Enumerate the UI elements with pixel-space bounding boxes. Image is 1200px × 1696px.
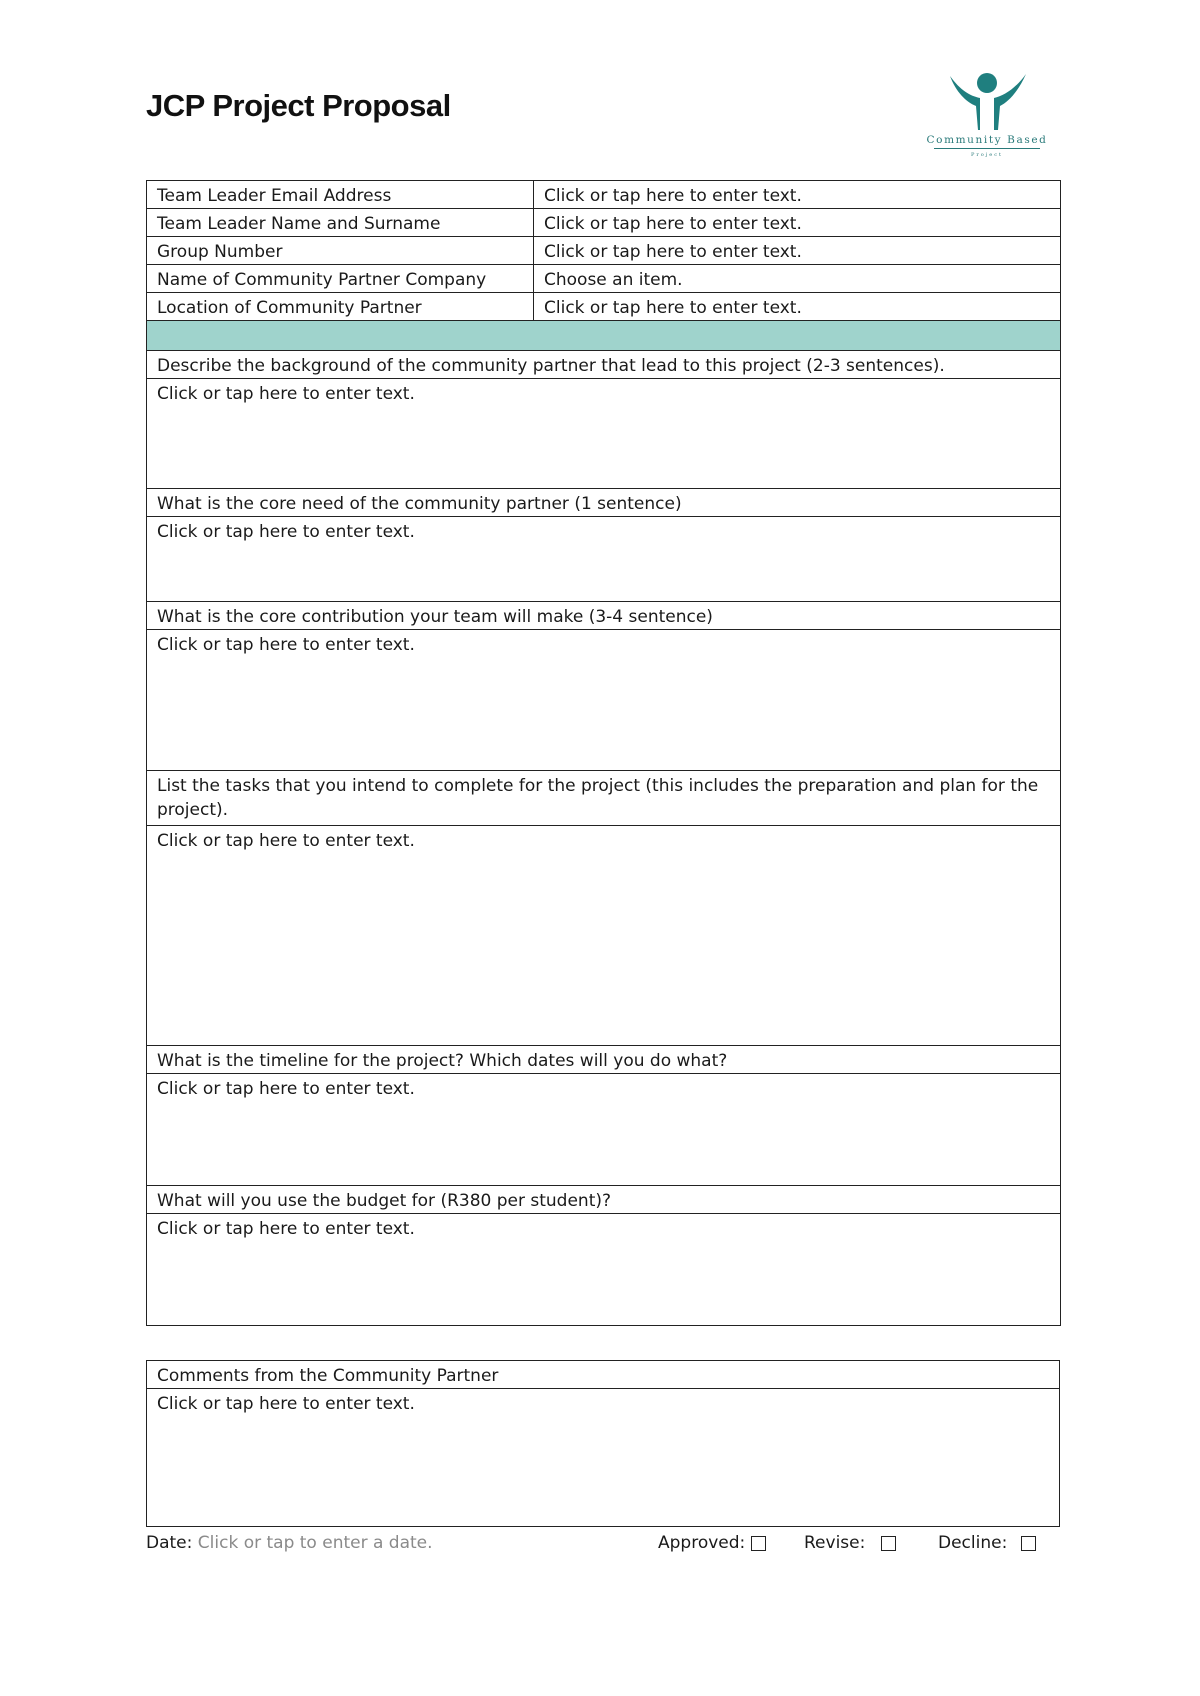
date-field — [146, 1530, 433, 1556]
revise-option — [804, 1530, 896, 1556]
field-row — [147, 293, 1061, 321]
section-question: What is the core need of the community partner (1 sentence) — [147, 489, 1061, 517]
section-answer-input[interactable]: Click or tap here to enter text. — [147, 826, 1061, 1046]
section-question: What is the core contribution your team will make (3-4 sentence) — [147, 602, 1061, 630]
field-row — [147, 181, 1061, 209]
section-answer-row — [147, 1214, 1061, 1326]
section-answer-input[interactable]: Click or tap here to enter text. — [147, 517, 1061, 602]
logo-divider — [934, 148, 1040, 149]
comments-question: Comments from the Community Partner — [147, 1361, 1060, 1389]
section-question-row — [147, 771, 1061, 826]
section-answer-input[interactable]: Click or tap here to enter text. — [147, 1214, 1061, 1326]
community-based-project-logo — [922, 72, 1052, 166]
section-question-row — [147, 1186, 1061, 1214]
field-row — [147, 209, 1061, 237]
approved-checkbox[interactable] — [751, 1536, 766, 1551]
section-question: List the tasks that you intend to complete for the project (this includes the preparation and plan for the project). — [147, 771, 1061, 826]
comments-answer-row — [147, 1389, 1060, 1527]
section-question-row — [147, 351, 1061, 379]
decline-label: Decline: — [938, 1533, 1008, 1553]
field-label: Team Leader Name and Surname — [147, 209, 534, 237]
date-label: Date: — [146, 1533, 193, 1553]
field-input[interactable]: Click or tap here to enter text. — [534, 209, 1061, 237]
approved-option — [658, 1530, 766, 1556]
approved-label: Approved: — [658, 1533, 746, 1553]
field-input[interactable]: Click or tap here to enter text. — [534, 181, 1061, 209]
date-picker-input[interactable]: Click or tap to enter a date. — [197, 1533, 433, 1553]
field-label: Group Number — [147, 237, 534, 265]
approval-footer — [146, 1530, 1060, 1556]
section-answer-row — [147, 826, 1061, 1046]
field-input[interactable]: Click or tap here to enter text. — [534, 237, 1061, 265]
field-label: Location of Community Partner — [147, 293, 534, 321]
page-title: JCP Project Proposal — [146, 88, 451, 123]
logo-subtext: Project — [970, 152, 1004, 158]
section-question-row — [147, 1046, 1061, 1074]
section-answer-input[interactable]: Click or tap here to enter text. — [147, 1074, 1061, 1186]
section-answer-row — [147, 379, 1061, 489]
person-arms-raised-icon — [922, 72, 1052, 134]
partner-company-dropdown[interactable]: Choose an item. — [534, 265, 1061, 293]
section-answer-row — [147, 1074, 1061, 1186]
section-answer-input[interactable]: Click or tap here to enter text. — [147, 379, 1061, 489]
proposal-form-table — [146, 180, 1061, 1326]
field-input[interactable]: Click or tap here to enter text. — [534, 293, 1061, 321]
comments-answer-input[interactable]: Click or tap here to enter text. — [147, 1389, 1060, 1527]
teal-separator-band — [147, 321, 1061, 351]
revise-checkbox[interactable] — [881, 1536, 896, 1551]
section-question: What will you use the budget for (R380 per student)? — [147, 1186, 1061, 1214]
field-label: Team Leader Email Address — [147, 181, 534, 209]
logo-text: Community Based — [926, 134, 1048, 146]
section-question-row — [147, 602, 1061, 630]
comments-question-row — [147, 1361, 1060, 1389]
field-row — [147, 237, 1061, 265]
section-question: What is the timeline for the project? Which dates will you do what? — [147, 1046, 1061, 1074]
decline-checkbox[interactable] — [1021, 1536, 1036, 1551]
revise-label: Revise: — [804, 1533, 866, 1553]
section-answer-row — [147, 517, 1061, 602]
field-row — [147, 265, 1061, 293]
section-answer-row — [147, 630, 1061, 771]
field-label: Name of Community Partner Company — [147, 265, 534, 293]
section-answer-input[interactable]: Click or tap here to enter text. — [147, 630, 1061, 771]
comments-table — [146, 1360, 1060, 1527]
section-question: Describe the background of the community partner that lead to this project (2-3 sentences). — [147, 351, 1061, 379]
section-question-row — [147, 489, 1061, 517]
decline-option — [938, 1530, 1036, 1556]
